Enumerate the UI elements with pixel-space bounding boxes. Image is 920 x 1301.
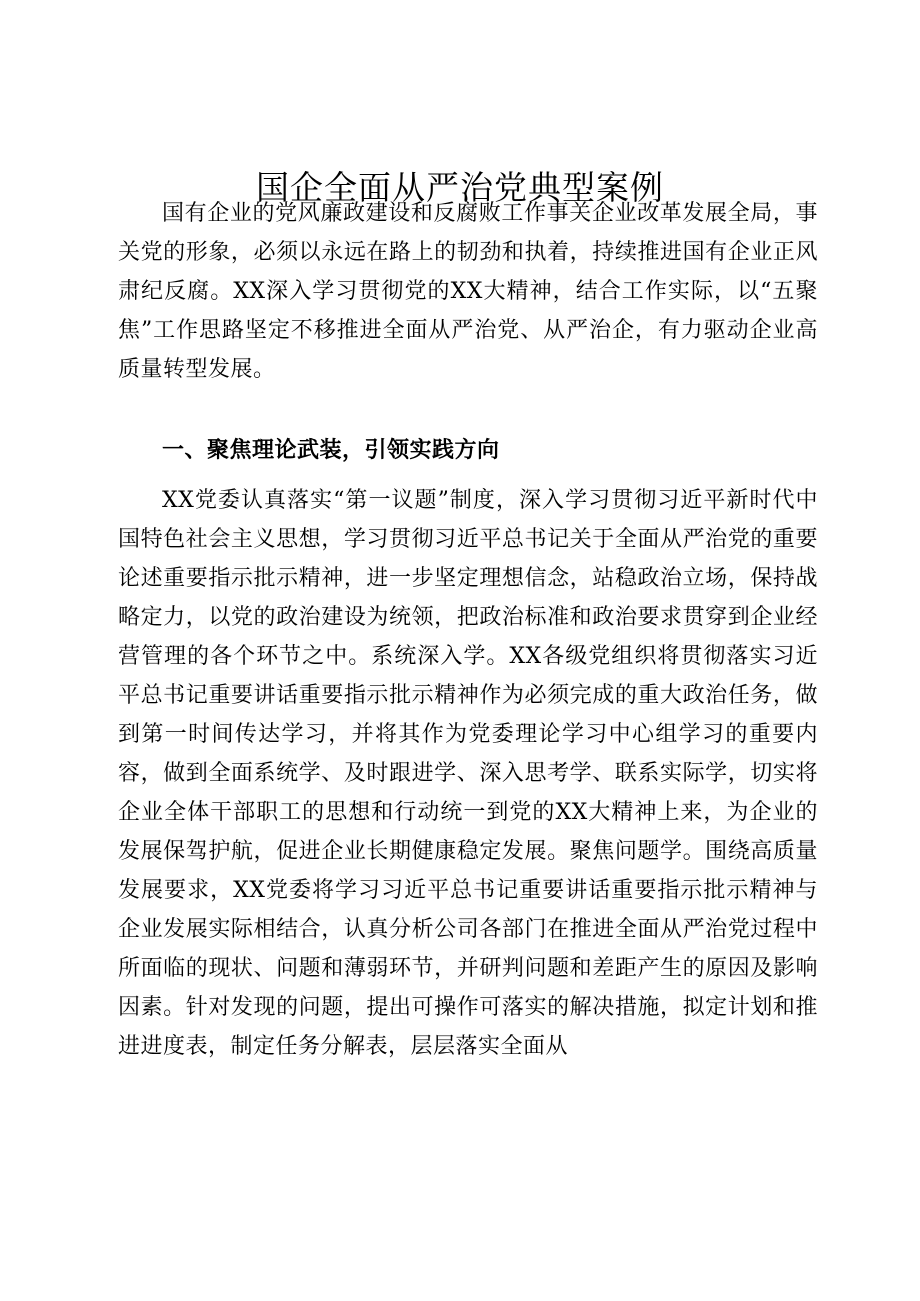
- section-body-paragraph: XX党委认真落实“第一议题”制度，深入学习贯彻习近平新时代中国特色社会主义思想，学习贯彻习近平总书记关于全面从严治党的重要论述重要指示批示精神，进一步坚定理想信念，站稳政治立场，保持战略定力，以党的政治建设为统领，把政治标准和政治要求贯穿到企业经营管理的各个环节之中。系统深入学。XX各级党组织将贯彻落实习近平总书记重要讲话重要指示批示精神作为必须完成的重大政治任务，做到第一时间传达学习，并将其作为党委理论学习中心组学习的重要内容，做到全面系统学、及时跟进学、深入思考学、联系实际学，切实将企业全体干部职工的思想和行动统一到党的XX大精神上来，为企业的发展保驾护航，促进企业长期健康稳定发展。聚焦问题学。围绕高质量发展要求，XX党委将学习习近平总书记重要讲话重要指示批示精神与企业发展实际相结合，认真分析公司各部门在推进全面从严治党过程中所面临的现状、问题和薄弱环节，并研判问题和差距产生的原因及影响因素。针对发现的问题，提出可操作可落实的解决措施，拟定计划和推进进度表，制定任务分解表，层层落实全面从: [118, 488, 818, 1059]
- section-heading: 一、聚焦理论武装，引领实践方向: [162, 438, 500, 463]
- intro-paragraph: 国有企业的党风廉政建设和反腐败工作事关企业改革发展全局，事关党的形象，必须以永远在路上的韧劲和执着，持续推进国有企业正风肃纪反腐。XX深入学习贯彻党的XX大精神，结合工作实际，以“五聚焦”工作思路坚定不移推进全面从严治党、从严治企，有力驱动企业高质量转型发展。: [118, 201, 818, 382]
- document-title: 国企全面从严治党典型案例: [256, 168, 664, 207]
